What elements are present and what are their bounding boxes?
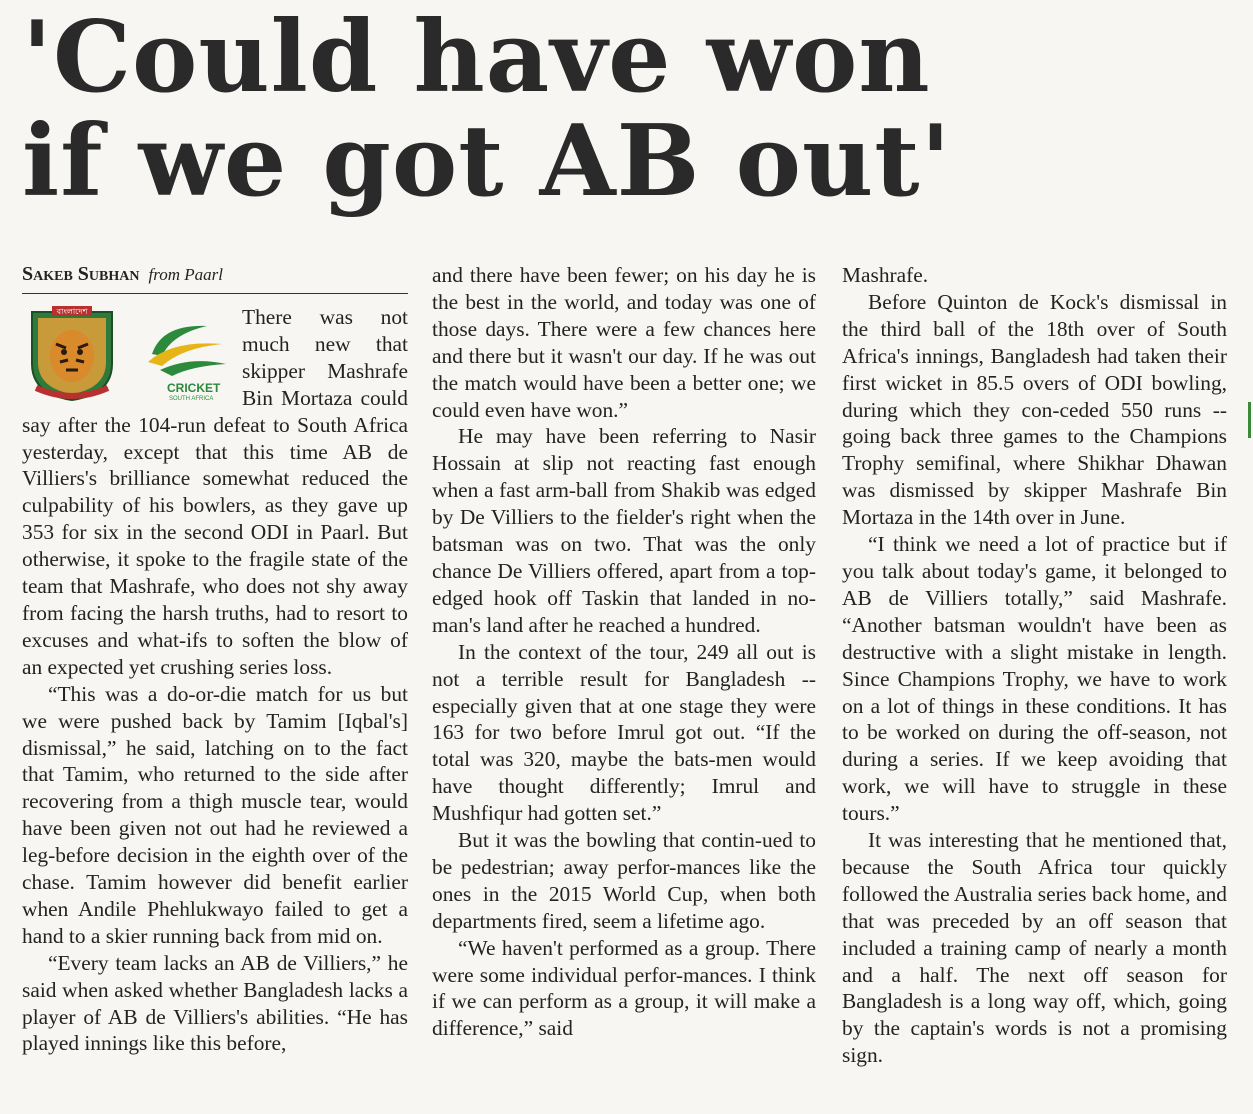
- headline-line-1: 'Could have won: [22, 0, 931, 115]
- csa-wordmark: CRICKET: [167, 381, 221, 395]
- headline-line-2: if we got AB out': [22, 104, 952, 219]
- col2-paragraph-3: In the context of the tour, 249 all out is not a terrible result for Bangladesh -- especially given that at one stage they were 163 for two before Imrul got out. “If the total was 320, maybe the bats-men would have thought differently; Imrul and Mushfiqur had gotten set.”: [432, 639, 816, 826]
- col1-paragraph-1: There was not much new that skipper Mashrafe Bin Mortaza could say after the 104-run defeat to South Africa yesterday, except that this time AB de Villiers's brilliance somewhat reduced the culpability of his bowlers, as they gave up 353 for six in the second ODI in Paarl. But otherwise, it spoke to the fragile state of the team that Mashrafe, who does not shy away from facing the harsh truths, had to resort to excuses and what-ifs to soften the blow of an expected yet crushing series loss.: [22, 305, 408, 679]
- csa-logo: [148, 326, 226, 402]
- team-logos: [22, 304, 234, 402]
- csa-subtitle: SOUTH AFRICA: [169, 396, 214, 402]
- article-column-2: [432, 262, 816, 1042]
- col2-paragraph-1: and there have been fewer; on his day he is the best in the world, and today was one of those days. There were a few chances here and there but it wasn't our day. If he was out the match would have been a better one; we could even have won.”: [432, 263, 816, 422]
- col1-paragraph-3: “Every team lacks an AB de Villiers,” he said when asked whether Bangladesh lacks a player of AB de Villiers's abilities. “He has played innings like this before,: [22, 950, 408, 1056]
- logos: [22, 304, 234, 402]
- col3-paragraph-2: Before Quinton de Kock's dismissal in the third ball of the 18th over of South Africa's innings, Bangladesh had taken their first wicket in 85.5 overs of ODI bowling, during which they con-ceded 550 runs -- going back three games to the Champions Trophy semifinal, where Shikhar Dhawan was dismissed by skipper Mashrafe Bin Mortaza in the 14th over in June.: [842, 289, 1227, 530]
- col3-paragraph-4: It was interesting that he mentioned that, because the South Africa tour quickly followed the Australia series back home, and that was preceded by an off season that included a training camp of nearly a month and a half. The next off season for Bangladesh is a long way off, which, going by the captain's words is not a promising sign.: [842, 828, 1227, 1068]
- headline: [22, 0, 952, 219]
- col2-paragraph-4: But it was the bowling that contin-ued to be pedestrian; away perfor-mances like the ones in the 2015 World Cup, when both departments fired, seem a lifetime ago.: [432, 828, 816, 933]
- byline-location: from Paarl: [148, 265, 223, 284]
- article-column-3: [842, 262, 1227, 1069]
- col2-paragraph-2: He may have been referring to Nasir Hossain at slip not reacting fast enough when a fast arm-ball from Shakib was edged by De Villiers to the fielder's right when the batsman was on two. That was the only chance De Villiers offered, apart from a top-edged hook off Taskin that landed in no-man's land after he reached a hundred.: [432, 424, 816, 637]
- col3-paragraph-1: Mashrafe.: [842, 263, 929, 287]
- byline-author: Sakeb Subhan: [22, 263, 140, 285]
- bcb-logo: [32, 306, 112, 400]
- col2-paragraph-5: “We haven't performed as a group. There were some individual perfor-mances. I think if we can perform as a group, it will make a difference,” said: [432, 935, 816, 1041]
- byline: [22, 262, 408, 294]
- col3-paragraph-3: “I think we need a lot of practice but if you talk about today's game, it belonged to AB de Villiers totally,” said Mashrafe. “Another batsman wouldn't have been as destructive with a slight mistake in length. Since Champions Trophy, we have to work on a lot of things in these conditions. It has to be worked on during the off-season, not during a series. If we keep avoiding that work, we will have to struggle in these tours.”: [842, 532, 1227, 826]
- bcb-top-text: বাংলাদেশ: [56, 307, 88, 316]
- col1-paragraph-2: “This was a do-or-die match for us but we were pushed back by Tamim [Iqbal's] dismissal,” he said, latching on to the fact that Tamim, who returned to the side after recovering from a thigh muscle tear, would have been given not out had he reviewed a leg-before decision in the eighth over of the chase. Tamim however did benefit earlier when Andile Phehlukwayo failed to get a hand to a skier running back from mid on.: [22, 681, 408, 948]
- edge-marker: [1248, 402, 1251, 438]
- article-column-1: [22, 262, 408, 1057]
